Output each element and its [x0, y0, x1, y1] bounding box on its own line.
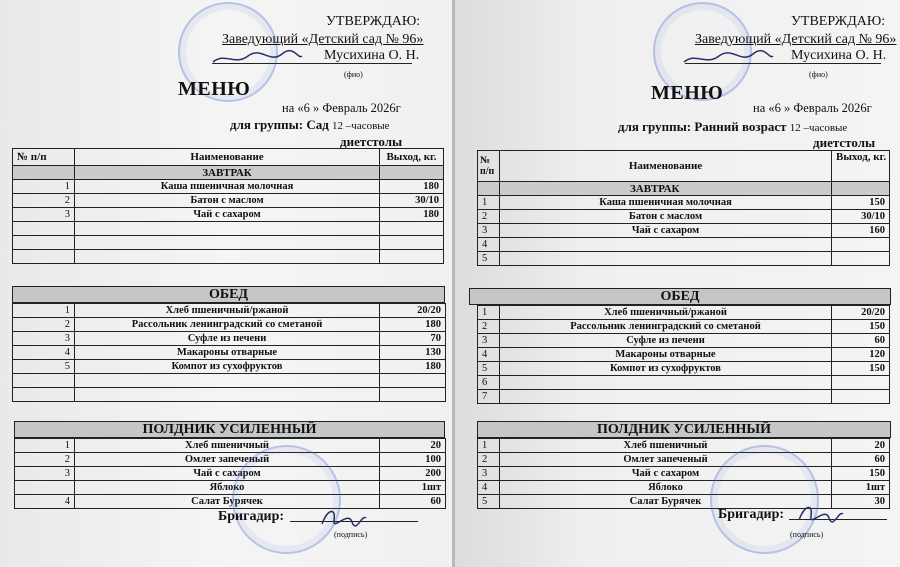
dish-name: Чай с сахаром [75, 467, 380, 481]
table-row [478, 467, 890, 481]
table-row [478, 348, 890, 362]
table-row [478, 334, 890, 348]
table-row [13, 332, 446, 346]
breakfast-title: ЗАВТРАК [500, 182, 832, 196]
dish-name: Каша пшеничная молочная [75, 180, 380, 194]
row-num: 3 [478, 467, 500, 481]
row-num: 5 [478, 495, 500, 509]
dish-yield: 20/20 [380, 304, 446, 318]
approve-label: УТВЕРЖДАЮ: [326, 14, 421, 29]
dish-yield [832, 390, 890, 404]
dish-yield: 20/20 [832, 306, 890, 320]
row-num: 1 [478, 306, 500, 320]
dish-name: Хлеб пшеничный [500, 439, 832, 453]
table-row [15, 439, 446, 453]
table-row [478, 362, 890, 376]
breakfast-table [12, 148, 444, 264]
table-row [13, 236, 444, 250]
round-stamp [232, 445, 341, 554]
dish-name: Макароны отварные [500, 348, 832, 362]
row-num: 2 [15, 453, 75, 467]
row-num: 6 [478, 376, 500, 390]
table-row [15, 467, 446, 481]
menu-title: МЕНЮ [178, 78, 251, 100]
row-num: 3 [13, 332, 75, 346]
director-signature [681, 46, 776, 68]
dish-yield: 1шт [380, 481, 446, 495]
row-num: 2 [13, 318, 75, 332]
dish-name: Омлет запеченый [500, 453, 832, 467]
dish-yield: 180 [380, 208, 444, 222]
row-num: 5 [478, 252, 500, 266]
snack-table [477, 438, 890, 509]
dish-name [500, 390, 832, 404]
dish-name: Хлеб пшеничный/ржаной [75, 304, 380, 318]
dish-yield: 30/10 [832, 210, 890, 224]
dish-yield: 70 [380, 332, 446, 346]
row-num: 1 [13, 180, 75, 194]
row-num: 5 [478, 362, 500, 376]
lunch-table [477, 305, 890, 404]
col-name-header: Наименование [500, 151, 832, 182]
table-row [13, 222, 444, 236]
row-num: 4 [478, 481, 500, 495]
head-name: Мусихина О. Н. [324, 48, 420, 63]
row-num: 1 [478, 196, 500, 210]
table-row [478, 252, 890, 266]
table-row [478, 224, 890, 238]
lunch-title: ОБЕД [12, 286, 445, 303]
col-num-header: № п/п [478, 151, 500, 182]
table-row [13, 318, 446, 332]
col-name-header: Наименование [75, 149, 380, 166]
table-row [478, 306, 890, 320]
group-label: для группы: Сад [230, 117, 329, 132]
row-num: 1 [478, 439, 500, 453]
table-row [478, 390, 890, 404]
table-row [478, 439, 890, 453]
row-num: 7 [478, 390, 500, 404]
group-line [230, 117, 390, 133]
dish-yield: 60 [832, 334, 890, 348]
table-row [13, 250, 444, 264]
row-num: 4 [15, 495, 75, 509]
brigadier-signature [795, 502, 845, 526]
dish-yield: 30 [832, 495, 890, 509]
dish-yield: 200 [380, 467, 446, 481]
dish-yield: 180 [380, 360, 446, 374]
table-row [13, 360, 446, 374]
brigadier-label: Бригадир: [218, 509, 285, 524]
dish-yield: 150 [832, 467, 890, 481]
dish-yield [832, 238, 890, 252]
row-num: 5 [13, 360, 75, 374]
row-num [15, 481, 75, 495]
dish-yield: 20 [380, 439, 446, 453]
fio-label: (фио) [809, 70, 828, 79]
lunch-table [12, 303, 446, 402]
diet-label: диетстолы [340, 134, 403, 149]
menu-date: на «6 » Февраль 2026г [282, 101, 401, 115]
dish-name: Чай с сахаром [500, 467, 832, 481]
fio-label: (фио) [344, 70, 363, 79]
dish-yield: 130 [380, 346, 446, 360]
breakfast-table [477, 150, 890, 266]
table-row [13, 346, 446, 360]
snack-title: ПОЛДНИК УСИЛЕННЫЙ [477, 421, 891, 438]
dish-name [500, 238, 832, 252]
table-row [478, 481, 890, 495]
table-row [15, 453, 446, 467]
dish-yield: 30/10 [380, 194, 444, 208]
dish-name: Компот из сухофруктов [75, 360, 380, 374]
dish-yield: 100 [380, 453, 446, 467]
dish-name: Суфле из печени [500, 334, 832, 348]
group-label: для группы: Ранний возраст [618, 119, 787, 134]
menu-date: на «6 » Февраль 2026г [753, 101, 872, 115]
diet-label: диетстолы [813, 135, 876, 150]
dish-name: Яблоко [75, 481, 380, 495]
col-num-header: № п/п [13, 149, 75, 166]
dish-yield: 150 [832, 320, 890, 334]
table-row [478, 210, 890, 224]
row-num: 2 [478, 210, 500, 224]
menu-sheet-right [455, 0, 900, 567]
dish-name: Суфле из печени [75, 332, 380, 346]
snack-table [14, 438, 446, 509]
table-row [15, 481, 446, 495]
dish-name: Салат Бурячек [75, 495, 380, 509]
head-title: Заведующий «Детский сад № 96» [222, 32, 424, 47]
director-signature [210, 46, 305, 68]
dish-name: Макароны отварные [75, 346, 380, 360]
table-row [478, 238, 890, 252]
row-num: 1 [15, 439, 75, 453]
table-row [478, 196, 890, 210]
dish-yield: 180 [380, 318, 446, 332]
dish-yield: 160 [832, 224, 890, 238]
dish-name: Каша пшеничная молочная [500, 196, 832, 210]
col-yield-header: Выход, кг. [380, 149, 444, 166]
sign-label: (подпись) [334, 530, 368, 539]
breakfast-title: ЗАВТРАК [75, 166, 380, 180]
head-title: Заведующий «Детский сад № 96» [695, 32, 897, 47]
dish-name: Батон с маслом [75, 194, 380, 208]
table-row [13, 388, 446, 402]
dish-name: Чай с сахаром [500, 224, 832, 238]
dish-yield [832, 252, 890, 266]
table-row [478, 320, 890, 334]
table-row [13, 194, 444, 208]
dish-name: Салат Бурячек [500, 495, 832, 509]
dish-name: Чай с сахаром [75, 208, 380, 222]
dish-yield: 150 [832, 362, 890, 376]
brigadier-label: Бригадир: [718, 507, 785, 522]
table-row [13, 304, 446, 318]
row-num: 3 [13, 208, 75, 222]
dish-yield: 150 [832, 196, 890, 210]
dish-name: Хлеб пшеничный [75, 439, 380, 453]
head-name: Мусихина О. Н. [791, 48, 887, 63]
dish-name: Компот из сухофруктов [500, 362, 832, 376]
brigadier-signature [318, 506, 368, 530]
dish-name: Омлет запеченый [75, 453, 380, 467]
snack-title: ПОЛДНИК УСИЛЕННЫЙ [14, 421, 445, 438]
dish-name: Яблоко [500, 481, 832, 495]
dish-name [500, 376, 832, 390]
dish-name: Батон с маслом [500, 210, 832, 224]
row-num: 4 [478, 348, 500, 362]
row-num: 4 [478, 238, 500, 252]
row-num: 3 [15, 467, 75, 481]
dish-yield: 120 [832, 348, 890, 362]
row-num: 3 [478, 224, 500, 238]
approve-label: УТВЕРЖДАЮ: [791, 14, 886, 29]
table-row [478, 453, 890, 467]
table-row [478, 376, 890, 390]
dish-yield: 60 [832, 453, 890, 467]
dish-name: Хлеб пшеничный/ржаной [500, 306, 832, 320]
col-yield-header: Выход, кг. [832, 151, 890, 182]
dish-yield: 20 [832, 439, 890, 453]
table-row [15, 495, 446, 509]
menu-title: МЕНЮ [651, 82, 724, 104]
row-num: 3 [478, 334, 500, 348]
dish-name: Рассольник ленинградский со сметаной [75, 318, 380, 332]
group-line [618, 119, 847, 135]
row-num: 4 [13, 346, 75, 360]
dish-yield: 180 [380, 180, 444, 194]
row-num: 2 [13, 194, 75, 208]
table-row [13, 180, 444, 194]
lunch-title: ОБЕД [469, 288, 891, 305]
dish-yield: 1шт [832, 481, 890, 495]
table-row [13, 208, 444, 222]
dish-yield: 60 [380, 495, 446, 509]
dish-yield [832, 376, 890, 390]
table-row [13, 374, 446, 388]
row-num: 2 [478, 453, 500, 467]
group-hours: 12 –часовые [789, 122, 848, 134]
row-num: 1 [13, 304, 75, 318]
dish-name [500, 252, 832, 266]
dish-name: Рассольник ленинградский со сметаной [500, 320, 832, 334]
sign-label: (подпись) [790, 530, 824, 539]
row-num: 2 [478, 320, 500, 334]
group-hours: 12 –часовые [332, 120, 390, 132]
